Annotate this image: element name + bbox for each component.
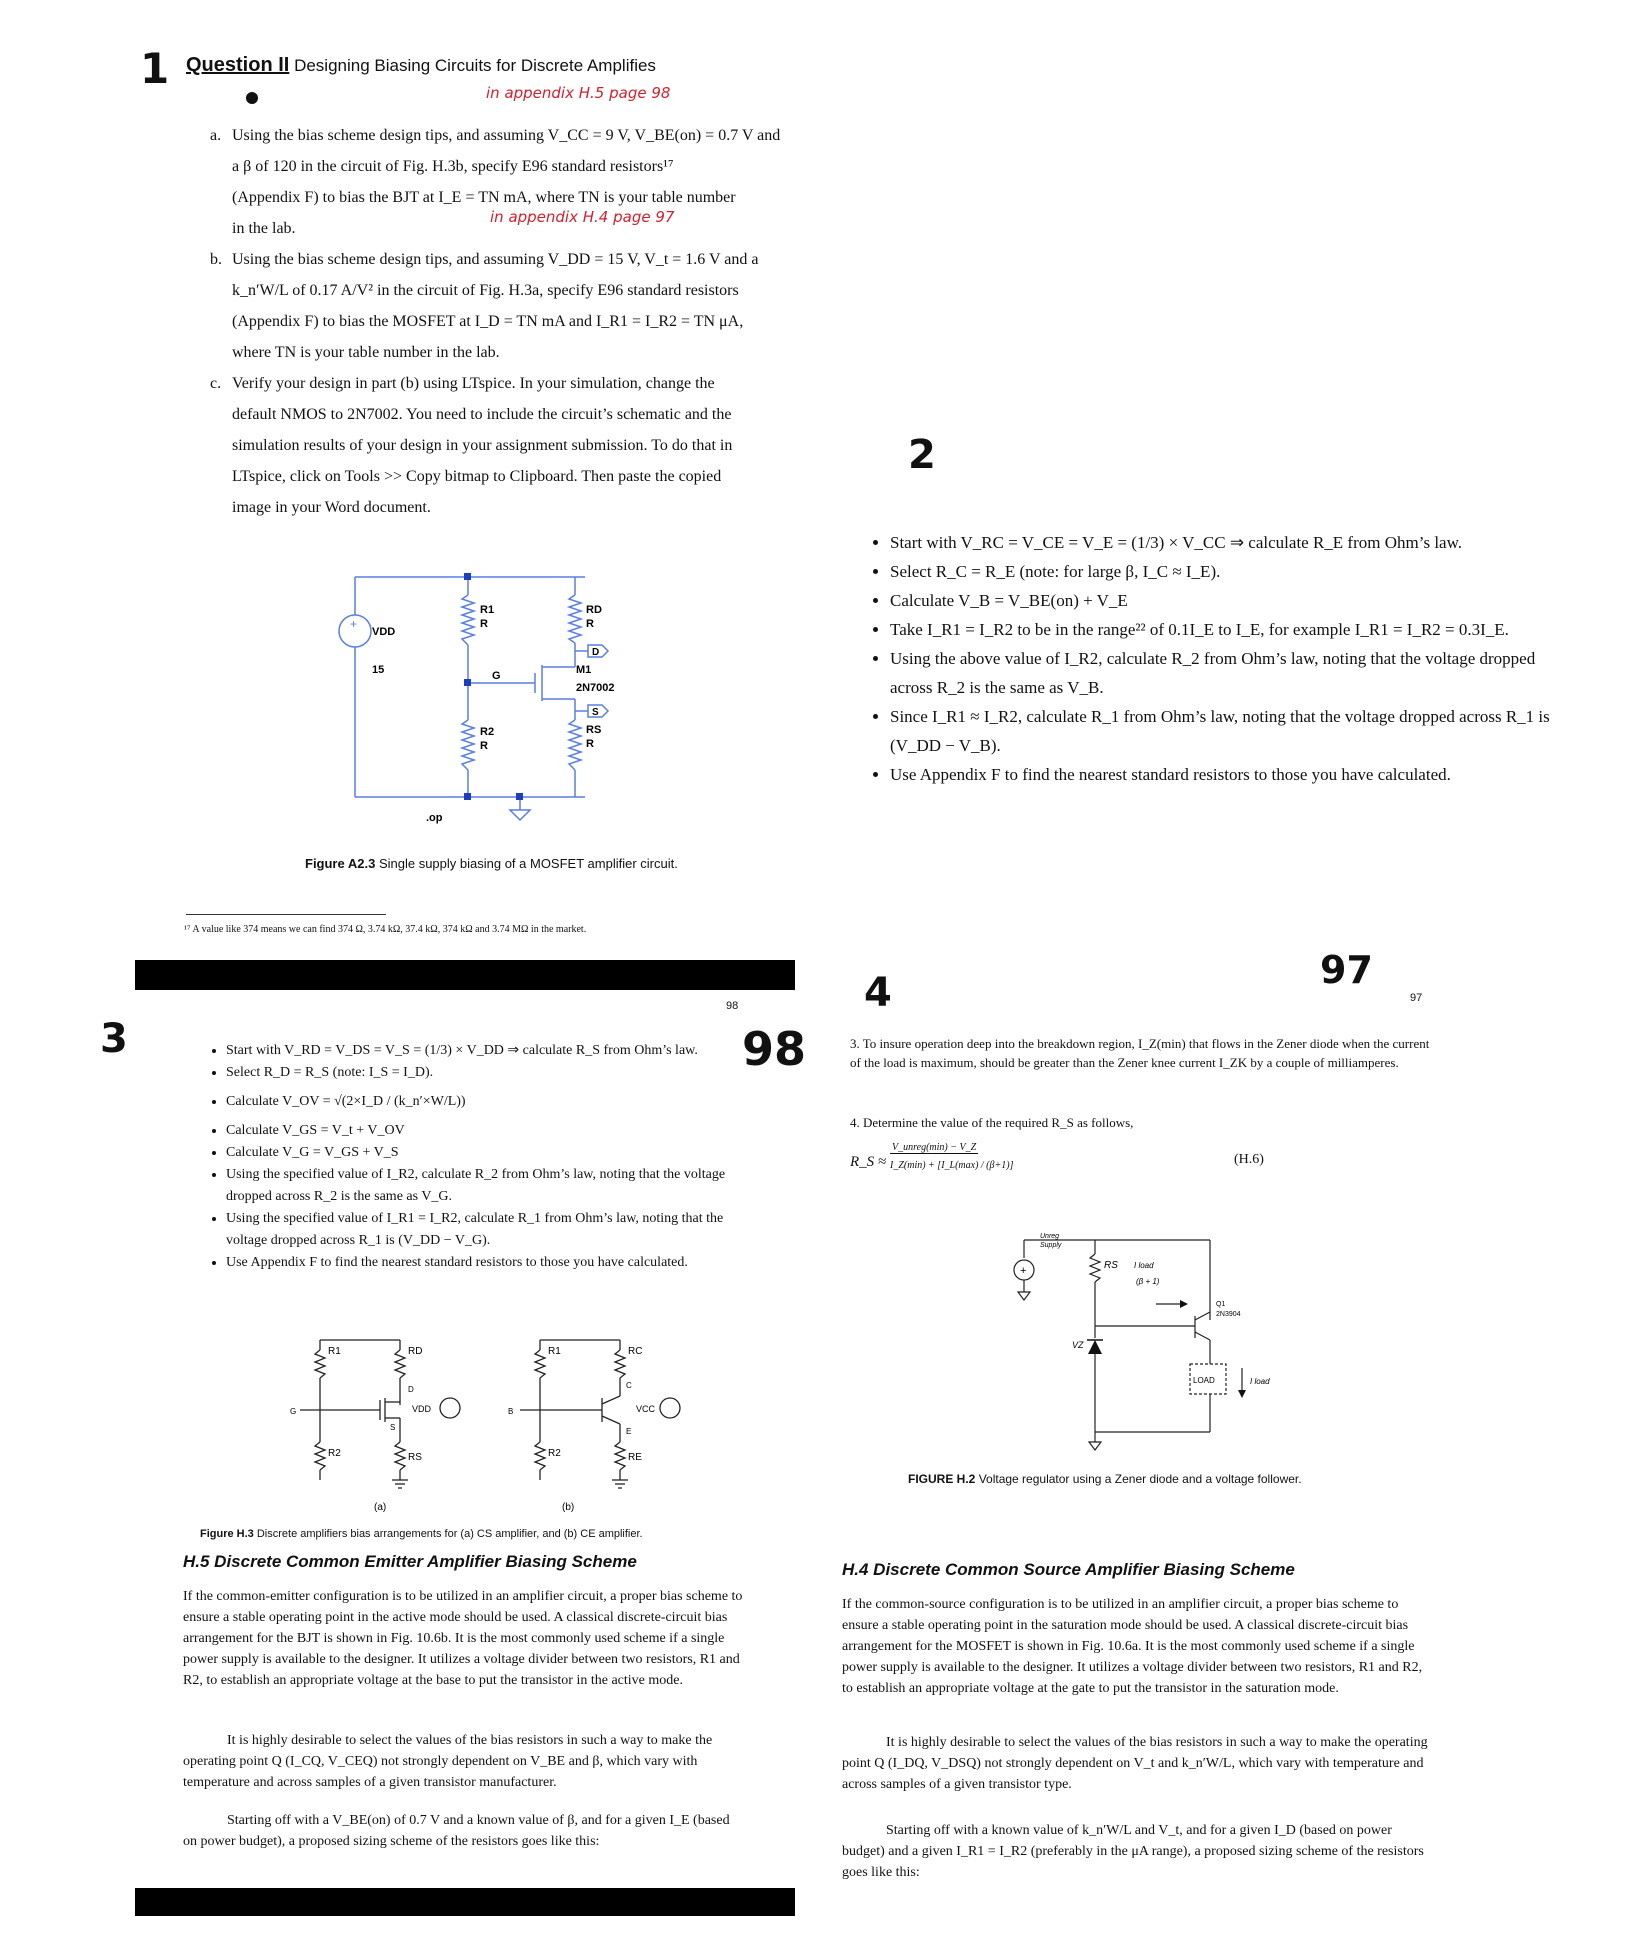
schem-rd-val: R: [586, 618, 594, 630]
cs-s: S: [390, 1423, 396, 1432]
h5-heading: H.5 Discrete Common Emitter Amplifier Biasing Scheme: [183, 1552, 637, 1571]
h4-paragraph-2: It is highly desirable to select the values of the bias resistors in such a way to make the operating point Q (I_DQ, V_DSQ) not strongly dependent on V_t and k_n′W/L, which vary with temperature and across samples of a given transistor type.: [842, 1735, 1428, 1792]
zener-item-4: 4. Determine the value of the required R_S as follows,: [850, 1115, 1134, 1130]
fig-a-label: (a): [374, 1502, 387, 1513]
h2-load: LOAD: [1193, 1376, 1215, 1385]
bjt-tip-6: • Since I_R1 ≈ I_R2, calculate R_1 from Ohm’s law, noting that the voltage dropped across R_1 is (V_DD − V_B).: [890, 702, 1568, 760]
page-97-number: 97: [1410, 992, 1423, 1004]
schem-vdd-value: 15: [372, 664, 385, 676]
schem-r1-val: R: [480, 618, 488, 630]
question-item-c: c. Verify your design in part (b) using LTspice. In your simulation, change the default NMOS to 2N7002. You need to include the circuit’s schematic and the simulation results of your design in your assignment submission. To do that in LTspice, click on Tools >> Copy bitmap to Clipboard. Then paste the copied image in your Word document.: [210, 375, 733, 516]
question-title: Question II: [186, 54, 290, 76]
bjt-tip-4: • Take I_R1 = I_R2 to be in the range²² of 0.1I_E to I_E, for example I_R1 = I_R2 = 0.3I_E.: [890, 615, 1568, 644]
page-98-top-bar: [135, 960, 795, 990]
page-98-number: 98: [726, 1000, 739, 1012]
handwritten-mark-4: 4: [864, 970, 892, 1016]
bjt-tips-list: [868, 528, 1568, 789]
mos-tip-3: • Calculate V_OV = √(2×I_D / (k_n′×W/L)): [226, 1084, 744, 1120]
ce-vcc: VCC: [636, 1404, 656, 1414]
figure-a23-caption: Figure A2.3 Single supply biasing of a MOSFET amplifier circuit.: [305, 856, 678, 871]
schem-r1: R1: [480, 604, 495, 616]
cs-r2: R2: [328, 1448, 341, 1459]
h5-paragraph-3: Starting off with a V_BE(on) of 0.7 V and a known value of β, and for a given I_E (based on power budget), a proposed sizing scheme of the resistors goes like this:: [183, 1813, 730, 1849]
question-item-a: a. Using the bias scheme design tips, and assuming V_CC = 9 V, V_BE(on) = 0.7 V and a β of 120 in the circuit of Fig. H.3b, specify E96 standard resistors¹⁷ (Appendix F) to bias the BJT at I_E = TN mA, where TN is your table number in the lab.: [210, 127, 781, 237]
cs-r1: R1: [328, 1346, 341, 1357]
schem-d: D: [592, 647, 600, 658]
cs-vdd: VDD: [412, 1404, 432, 1414]
h2-supply: Supply: [1040, 1242, 1062, 1249]
handwritten-mark-98: 98: [742, 1022, 807, 1076]
bjt-tip-5: • Using the above value of I_R2, calculate R_2 from Ohm’s law, noting that the voltage dropped across R_2 is the same as V_B.: [890, 644, 1568, 702]
schem-r2: R2: [480, 726, 495, 738]
mos-tip-2: • Select R_D = R_S (note: I_S = I_D).: [226, 1062, 744, 1084]
mos-tip-4: • Calculate V_GS = V_t + V_OV: [226, 1120, 744, 1142]
schem-rs: RS: [586, 724, 602, 736]
h2-q1-model: 2N3904: [1216, 1311, 1241, 1318]
annotation-appendix-h4: in appendix H.4 page 97: [490, 208, 675, 226]
bjt-tip-7: • Use Appendix F to find the nearest standard resistors to those you have calculated.: [890, 760, 1568, 789]
ce-b: B: [508, 1407, 514, 1416]
h4-paragraph-3: Starting off with a known value of k_n′W/L and V_t, and for a given I_D (based on power budget) and a given I_R1 = I_R2 (preferably in the μA range), a proposed sizing scheme of the resistors goes like this:: [842, 1823, 1424, 1880]
schem-r2-val: R: [480, 740, 488, 752]
h5-paragraph-1: If the common-emitter configuration is to be utilized in an amplifier circuit, a proper bias scheme to ensure a stable operating point in the active mode should be used. A classical discrete-circuit bias arrangement for the BJT is shown in Fig. 10.6b. It is the most commonly used scheme if a single power supply is available to the designer. It utilizes a voltage divider between two resistors, R1 and R2, to establish an appropriate voltage at the base to put the transistor in the active mode.: [183, 1589, 743, 1688]
handwritten-mark-2: 2: [908, 432, 936, 478]
ce-rc: RC: [628, 1346, 643, 1357]
equation-h6: R_S ≈ V_unreg(min) − V_Z I_Z(min) + [I_L(max) / (β+1)]: [850, 1142, 1014, 1171]
cs-d: D: [408, 1385, 414, 1394]
equation-tag: (H.6): [1234, 1152, 1264, 1167]
ink-dot: [246, 92, 258, 104]
bjt-tip-3: • Calculate V_B = V_BE(on) + V_E: [890, 586, 1568, 615]
ce-e: E: [626, 1427, 632, 1436]
page-98-bottom-bar: [135, 1888, 795, 1916]
cs-rs: RS: [408, 1452, 422, 1463]
mos-tip-8: • Use Appendix F to find the nearest standard resistors to those you have calculated.: [226, 1252, 744, 1274]
question-subtitle: Designing Biasing Circuits for Discrete Amplifies: [294, 56, 656, 75]
ce-r2: R2: [548, 1448, 561, 1459]
schem-directive: .op: [426, 812, 443, 824]
handwritten-mark-3: 3: [100, 1016, 128, 1062]
ce-c: C: [626, 1381, 632, 1390]
handwritten-mark-97: 97: [1320, 948, 1373, 992]
question-item-b: b. Using the bias scheme design tips, and assuming V_DD = 15 V, V_t = 1.6 V and a k_n′W/L of 0.17 A/V² in the circuit of Fig. H.3a, specify E96 standard resistors (Appendix F) to bias the MOSFET at I_D = TN mA and I_R1 = I_R2 = TN μA, where TN is your table number in the lab.: [210, 251, 759, 361]
schem-vdd-name: VDD: [372, 626, 396, 638]
svg-text:+: +: [350, 617, 358, 631]
bjt-tip-2: • Select R_C = R_E (note: for large β, I_C ≈ I_E).: [890, 557, 1568, 586]
figure-h2-circuit: [1010, 1230, 1310, 1460]
figure-h3-circuits: [290, 1330, 750, 1515]
annotation-appendix-h5: in appendix H.5 page 98: [486, 84, 671, 102]
question-header: [186, 54, 656, 77]
h2-iload: I load: [1250, 1377, 1270, 1386]
footnote-rule: [186, 914, 386, 915]
cs-g: G: [290, 1407, 297, 1416]
schem-g: G: [492, 670, 501, 682]
schem-rd: RD: [586, 604, 602, 616]
h2-q1: Q1: [1216, 1301, 1226, 1308]
h2-rs: RS: [1104, 1260, 1118, 1271]
h2-vz: VZ: [1072, 1340, 1084, 1350]
cs-rd: RD: [408, 1346, 423, 1357]
h4-heading: H.4 Discrete Common Source Amplifier Biasing Scheme: [842, 1560, 1295, 1579]
handwritten-mark-1: 1: [140, 44, 170, 93]
figure-h2-caption: FIGURE H.2 Voltage regulator using a Zener diode and a voltage follower.: [908, 1472, 1302, 1486]
mos-tip-7: • Using the specified value of I_R1 = I_R2, calculate R_1 from Ohm’s law, noting that the voltage dropped across R_1 is (V_DD − V_G).: [226, 1208, 744, 1252]
schem-m1: M1: [576, 664, 592, 676]
question-list: [210, 120, 812, 523]
zener-item-3: 3. To insure operation deep into the breakdown region, I_Z(min) that flows in the Zener diode when the current of the load is maximum, should be greater than the Zener knee current I_ZK by a couple of milliamperes.: [850, 1036, 1430, 1070]
svg-text:+: +: [1020, 1265, 1027, 1277]
ce-re: RE: [628, 1452, 642, 1463]
schem-model: 2N7002: [576, 682, 615, 694]
h2-beta: (β + 1): [1136, 1277, 1160, 1286]
h2-unreg: Unreg: [1040, 1233, 1060, 1240]
figure-h3-caption: Figure H.3 Discrete amplifiers bias arrangements for (a) CS amplifier, and (b) CE amplifier.: [200, 1528, 643, 1540]
schem-s: S: [592, 707, 599, 718]
page-98-tips: [204, 1040, 744, 1274]
bjt-tip-1: • Start with V_RC = V_CE = V_E = (1/3) × V_CC ⇒ calculate R_E from Ohm’s law.: [890, 528, 1568, 557]
mos-tip-1: • Start with V_RD = V_DS = V_S = (1/3) × V_DD ⇒ calculate R_S from Ohm’s law.: [226, 1040, 744, 1062]
mos-tip-5: • Calculate V_G = V_GS + V_S: [226, 1142, 744, 1164]
ltspice-schematic: [330, 565, 650, 830]
h2-iload-frac: I load: [1134, 1261, 1154, 1270]
schem-rs-val: R: [586, 738, 594, 750]
h5-paragraph-2: It is highly desirable to select the values of the bias resistors in such a way to make the operating point Q (I_CQ, V_CEQ) not strongly dependent on V_BE and β, which vary with temperature and across samples of a given transistor manufacturer.: [183, 1733, 713, 1790]
h4-paragraph-1: If the common-source configuration is to be utilized in an amplifier circuit, a proper bias scheme to ensure a stable operating point in the saturation mode should be used. A classical discrete-circuit bias arrangement for the MOSFET is shown in Fig. 10.6a. It is the most commonly used scheme if a single power supply is available to the designer. It utilizes a voltage divider between two resistors, R1 and R2, to establish an appropriate voltage at the gate to put the transistor in the saturation mode.: [842, 1597, 1423, 1696]
footnote-text: ¹⁷ A value like 374 means we can find 374 Ω, 3.74 kΩ, 37.4 kΩ, 374 kΩ and 3.74 MΩ in the market.: [184, 924, 587, 935]
ce-r1: R1: [548, 1346, 561, 1357]
mos-tip-6: • Using the specified value of I_R2, calculate R_2 from Ohm’s law, noting that the voltage dropped across R_2 is the same as V_G.: [226, 1164, 744, 1208]
fig-b-label: (b): [562, 1502, 575, 1513]
